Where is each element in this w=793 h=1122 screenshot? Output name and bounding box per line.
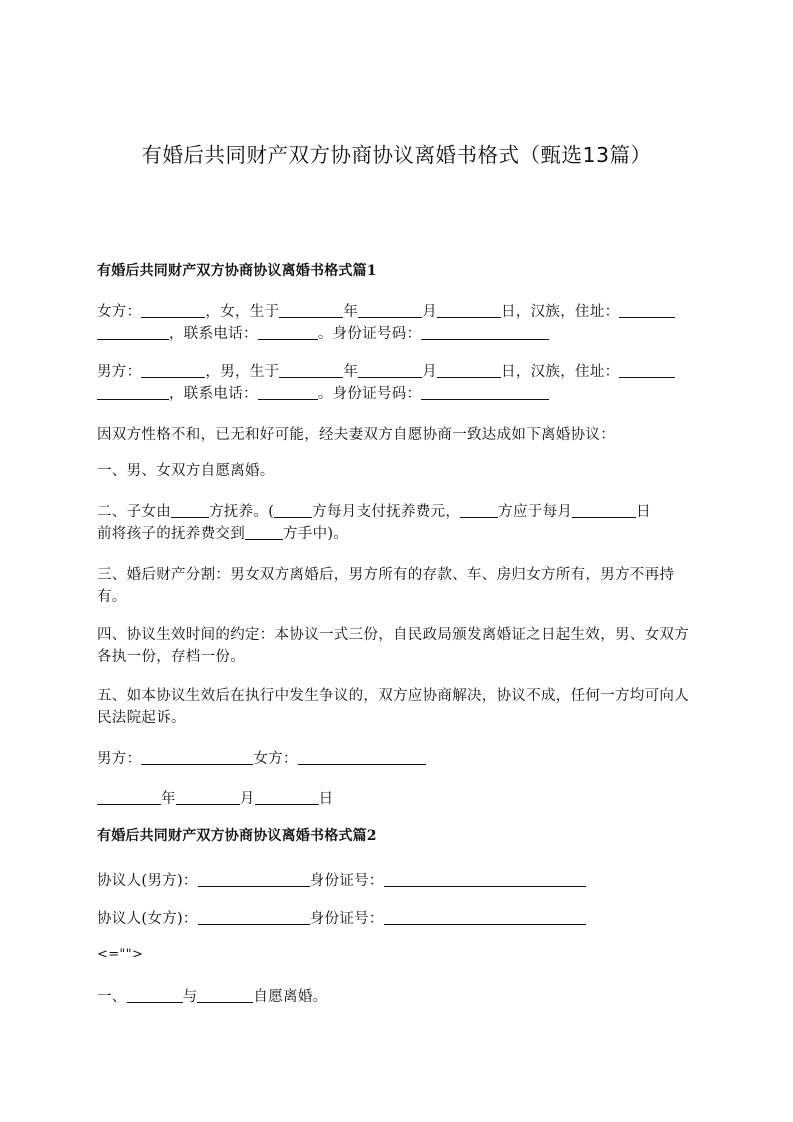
sign-year-blank bbox=[97, 790, 161, 805]
man-birth-year-blank bbox=[279, 363, 343, 378]
man-id-number-blank bbox=[421, 385, 549, 400]
man-phone-blank bbox=[258, 385, 318, 400]
man-address-blank-cont bbox=[97, 385, 169, 400]
item-1: 一、男、女双方自愿离婚。 bbox=[97, 463, 275, 479]
birth-year-blank bbox=[279, 303, 343, 318]
party-man-line: 协议人(男方)： 身份证号： bbox=[97, 870, 697, 892]
garbled-text: <=""> bbox=[97, 947, 144, 962]
party-wife-id-blank bbox=[384, 910, 586, 925]
man-birth-day-blank bbox=[437, 363, 501, 378]
signature-line: 男方： 女方： bbox=[97, 748, 697, 770]
document-title: 有婚后共同财产双方协商协议离婚书格式（甄选13篇） bbox=[141, 143, 652, 167]
party-wife-blank bbox=[198, 910, 310, 925]
payer-blank bbox=[274, 503, 312, 518]
pay-day-blank bbox=[572, 503, 636, 518]
party-man-blank bbox=[198, 872, 310, 887]
recipient-blank bbox=[245, 525, 283, 540]
reason-paragraph: 因双方性格不和，已无和好可能，经夫妻双方自愿协商一致达成如下离婚协议： bbox=[97, 427, 615, 443]
sign-month-blank bbox=[176, 790, 240, 805]
wife-name-blank bbox=[141, 303, 205, 318]
address-blank-cont bbox=[97, 325, 169, 340]
man-info-paragraph: 男方： ，男，生于 年 月 日，汉族，住址： ，联系电话： 。身份证号码： bbox=[97, 361, 697, 405]
item-5: 五、如本协议生效后在执行中发生争议的，双方应协商解决，协议不成，任何一方均可向人民法院起诉。 bbox=[97, 688, 689, 726]
man-signature-blank bbox=[141, 750, 253, 765]
custody-blank bbox=[171, 503, 209, 518]
item-3: 三、婚后财产分割：男女双方离婚后，男方所有的存款、车、房归女方所有，男方不再持有。 bbox=[97, 567, 675, 605]
phone-blank bbox=[258, 325, 318, 340]
man-birth-month-blank bbox=[358, 363, 422, 378]
section-1-heading: 有婚后共同财产双方协商协议离婚书格式篇1 bbox=[97, 263, 377, 279]
party-wife-line: 协议人(女方)： 身份证号： bbox=[97, 908, 697, 930]
man-address-blank bbox=[619, 363, 675, 378]
wife-info-paragraph: 女方： ，女，生于 年 月 日，汉族，住址： ，联系电话： 。身份证号码： bbox=[97, 301, 697, 345]
section-2-man-blank bbox=[127, 988, 183, 1003]
birth-day-blank bbox=[437, 303, 501, 318]
section-2-heading: 有婚后共同财产双方协商协议离婚书格式篇2 bbox=[97, 828, 377, 844]
payer-blank-2 bbox=[460, 503, 498, 518]
man-name-blank bbox=[141, 363, 205, 378]
item-4: 四、协议生效时间的约定：本协议一式三份，自民政局颁发离婚证之日起生效，男、女双方各执一份，存档一份。 bbox=[97, 627, 689, 665]
party-man-id-blank bbox=[384, 872, 586, 887]
date-line: 年 月 日 bbox=[97, 788, 697, 810]
birth-month-blank bbox=[358, 303, 422, 318]
address-blank bbox=[619, 303, 675, 318]
id-number-blank bbox=[421, 325, 549, 340]
section-2-wife-blank bbox=[197, 988, 253, 1003]
item-2: 二、子女由 方抚养。( 方每月支付抚养费元， 方应于每月 日 前将孩子的抚养费交到 方手中)。 bbox=[97, 504, 651, 542]
wife-signature-blank bbox=[298, 750, 426, 765]
section-2-item-1: 一、 与 自愿离婚。 bbox=[97, 989, 328, 1005]
sign-day-blank bbox=[255, 790, 319, 805]
